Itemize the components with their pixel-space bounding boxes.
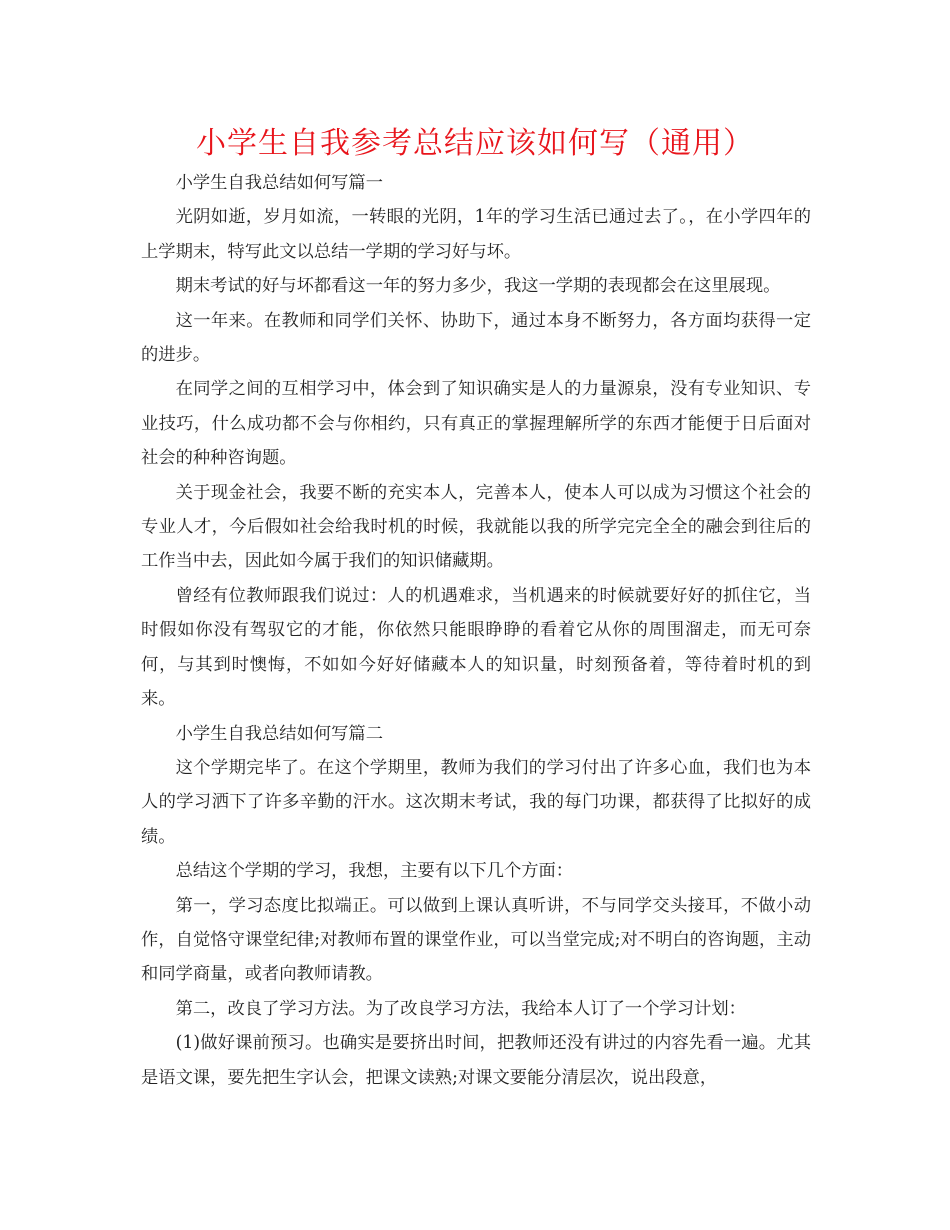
section-heading-2: 小学生自我总结如何写篇二 (175, 723, 383, 744)
paragraph: 关于现金社会，我要不断的充实本人，完善本人，使本人可以成为习惯这个社会的专业人才，今后假如社会给我时机的时候，我就能以我的所学完完全全的融会到往后的工作当中去，因此如今属于我们的知识储藏期。 (141, 482, 811, 572)
paragraph: 第二，改良了学习方法。为了改良学习方法，我给本人订了一个学习计划： (175, 998, 746, 1019)
paragraph: 总结这个学期的学习，我想，主要有以下几个方面： (175, 861, 574, 882)
paragraph: (1)做好课前预习。也确实是要挤出时间，把教师还没有讲过的内容先看一遍。尤其是语文课，要先把生字认会，把课文读熟;对课文要能分清层次，说出段意， (141, 1033, 811, 1088)
document-body (141, 166, 811, 1095)
paragraph: 曾经有位教师跟我们说过：人的机遇难求，当机遇来的时候就要好好的抓住它，当时假如你没有驾驭它的才能，你依然只能眼睁睁的看着它从你的周围溜走，而无可奈何，与其到时懊悔，不如如今好好储藏本人的知识量，时刻预备着，等待着时机的到来。 (141, 585, 811, 710)
document-title: 小学生自我参考总结应该如何写（通用） (196, 126, 754, 161)
paragraph: 第一，学习态度比拟端正。可以做到上课认真听讲，不与同学交头接耳，不做小动作，自觉恪守课堂纪律;对教师布置的课堂作业，可以当堂完成;对不明白的咨询题，主动和同学商量，或者向教师请教。 (141, 895, 811, 985)
paragraph: 在同学之间的互相学习中，体会到了知识确实是人的力量源泉，没有专业知识、专业技巧，什么成功都不会与你相约，只有真正的掌握理解所学的东西才能便于日后面对社会的种种咨询题。 (141, 379, 811, 469)
paragraph: 这一年来。在教师和同学们关怀、协助下，通过本身不断努力，各方面均获得一定的进步。 (141, 310, 811, 366)
section-heading-1: 小学生自我总结如何写篇一 (175, 173, 383, 193)
paragraph: 期末考试的好与坏都看这一年的努力多少，我这一学期的表现都会在这里展现。 (175, 276, 781, 297)
paragraph: 光阴如逝，岁月如流，一转眼的光阴，1年的学习生活已通过去了。，在小学四年的上学期末，特写此文以总结一学期的学习好与坏。 (141, 207, 811, 262)
paragraph: 这个学期完毕了。在这个学期里，教师为我们的学习付出了许多心血，我们也为本人的学习洒下了许多辛勤的汗水。这次期末考试，我的每门功课，都获得了比拟好的成绩。 (141, 757, 811, 847)
